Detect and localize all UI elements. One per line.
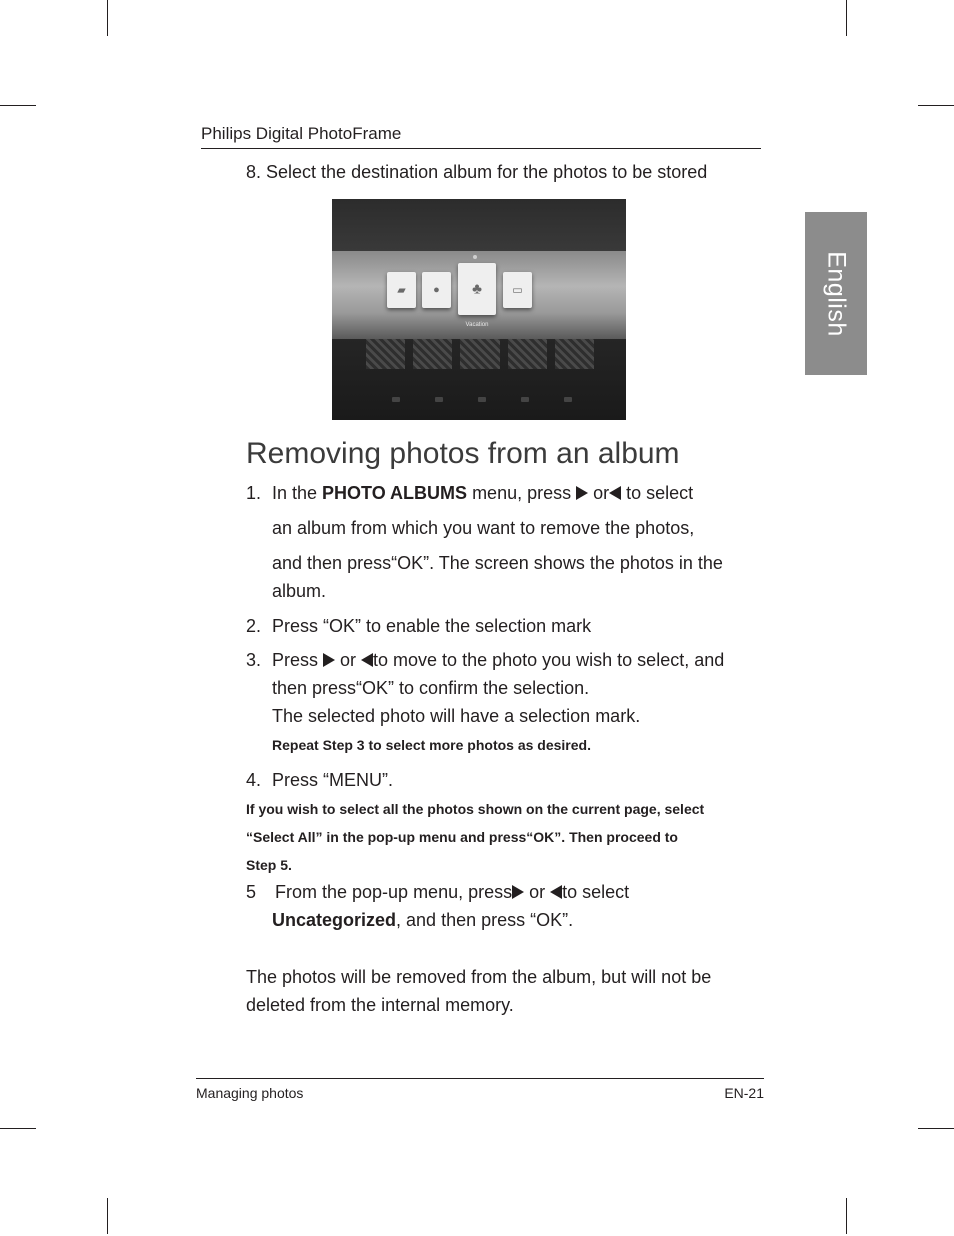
album-card (503, 272, 532, 308)
step-1-line-1: In the PHOTO ALBUMS menu, press or to select (272, 483, 694, 503)
closing-line-2: deleted from the internal memory. (246, 995, 514, 1015)
nav-icon (564, 397, 572, 402)
step-4-text: Press “MENU”. (272, 770, 393, 790)
step-1-number: 1. (246, 483, 262, 503)
right-arrow-icon (576, 486, 588, 500)
album-card (422, 272, 451, 308)
running-header: Philips Digital PhotoFrame (201, 124, 761, 149)
selected-album-caption: Vacation (465, 322, 489, 328)
left-arrow-icon (609, 486, 621, 500)
step-8-text: 8. Select the destination album for the photos to be stored (246, 162, 708, 182)
album-icon: ● (433, 284, 440, 296)
left-arrow-icon (550, 885, 562, 899)
closing-line-1: The photos will be removed from the album, but will not be (246, 967, 712, 987)
step-5-number: 5 (246, 882, 257, 902)
step-3-note: Repeat Step 3 to select more photos as desired. (272, 737, 591, 753)
album-select-screenshot (332, 199, 626, 420)
select-all-note-line-3: Step 5. (246, 857, 292, 873)
crop-mark (846, 1198, 847, 1234)
album-card-selected (458, 263, 496, 315)
step-5-line-2: Uncategorized, and then press “OK”. (272, 910, 574, 930)
photo-thumbnail-strip (366, 339, 594, 369)
select-all-note-line-2: “Select All” in the pop-up menu and press“OK”. Then proceed to (246, 829, 678, 845)
photo-thumbnail (460, 339, 499, 369)
language-tab (805, 212, 867, 375)
album-icon: ♣ (472, 280, 482, 298)
step-3-line-2: then press“OK” to confirm the selection. (272, 678, 590, 698)
step-2-text: Press “OK” to enable the selection mark (272, 616, 592, 636)
step-1-line-4: album. (272, 581, 327, 601)
step-3-line-3: The selected photo will have a selection mark. (272, 706, 641, 726)
crop-mark (918, 1128, 954, 1129)
album-icon: ▭ (512, 284, 523, 297)
right-arrow-icon (323, 653, 335, 667)
photo-thumbnail (366, 339, 405, 369)
step-1-line-2: an album from which you want to remove the photos, (272, 518, 695, 538)
crop-mark (107, 1198, 108, 1234)
footer-section-name: Managing photos (196, 1085, 304, 1101)
crop-mark (107, 0, 108, 36)
photo-thumbnail (413, 339, 452, 369)
option-name: Uncategorized (272, 910, 397, 930)
photo-thumbnail (555, 339, 594, 369)
select-all-note-line-1: If you wish to select all the photos shown on the current page, select (246, 801, 705, 817)
album-card (387, 272, 416, 308)
step-5-line-1: From the pop-up menu, press or to select (275, 882, 630, 902)
menu-name: PHOTO ALBUMS (322, 483, 468, 503)
nav-icon (435, 397, 443, 402)
right-arrow-icon (512, 885, 524, 899)
crop-mark (0, 1128, 36, 1129)
step-3-line-1: Press or to move to the photo you wish to select, and (272, 650, 725, 670)
page-number: EN-21 (724, 1085, 764, 1101)
nav-icon (478, 397, 486, 402)
nav-icon (392, 397, 400, 402)
footer-rule (196, 1078, 764, 1079)
step-4-number: 4. (246, 770, 262, 790)
crop-mark (846, 0, 847, 36)
nav-icon (521, 397, 529, 402)
language-tab-label: English (822, 250, 851, 337)
album-icon: ▰ (397, 284, 406, 297)
photo-thumbnail (508, 339, 547, 369)
crop-mark (0, 105, 36, 106)
section-title: Removing photos from an album (246, 437, 680, 470)
left-arrow-icon (361, 653, 373, 667)
screen-nav-icons (392, 397, 572, 402)
selection-indicator (473, 255, 477, 259)
step-1-line-3: and then press“OK”. The screen shows the photos in the (272, 553, 723, 573)
crop-mark (918, 105, 954, 106)
step-2-number: 2. (246, 616, 262, 636)
step-3-number: 3. (246, 650, 262, 670)
